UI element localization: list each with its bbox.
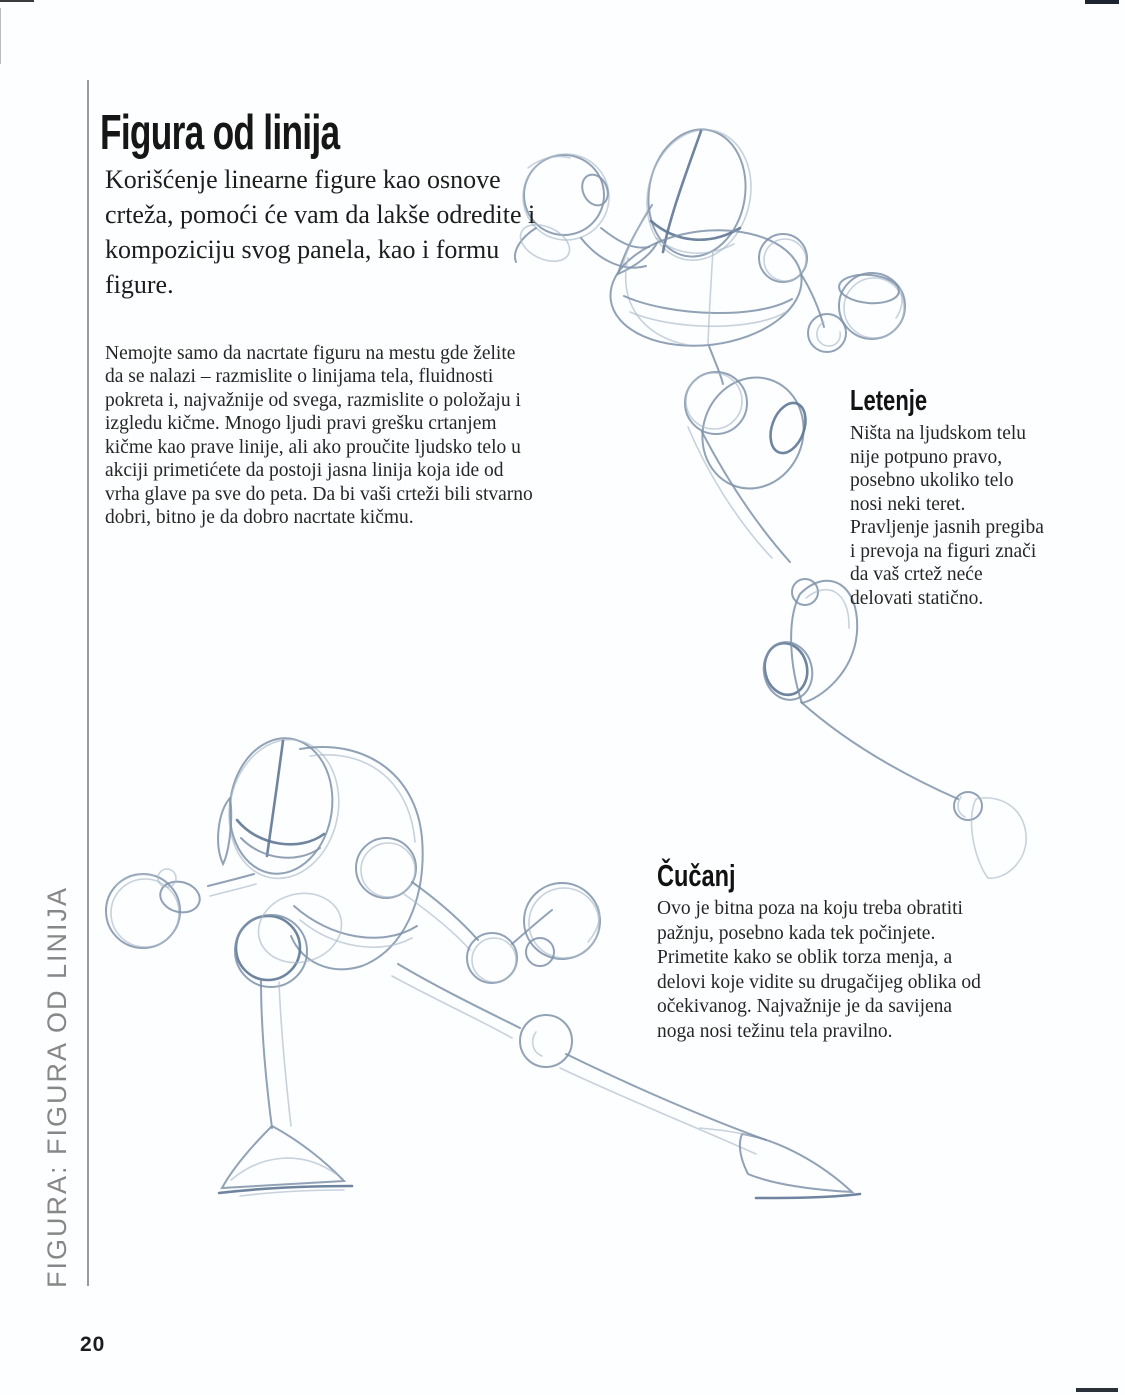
caption-cucanj-heading: Čučanj [657, 858, 736, 893]
page-title: Figura od linija [100, 105, 340, 160]
scan-artifact-bottom-right [1076, 1388, 1118, 1392]
caption-letenje-heading: Letenje [850, 385, 928, 417]
caption-cucanj [657, 860, 992, 1045]
caption-letenje [850, 387, 1046, 610]
caption-cucanj-body: Ovo je bitna poza na koju treba obratiti pažnju, posebno kada tek počinjete. Primetite kako se oblik torza menja, a delovi koje vidite su drugačijeg oblika od očekivanog. Najvažnije je da savijena noga nosi težinu tela pravilno. [657, 898, 981, 1042]
intro-paragraph: Korišćenje linearne figure kao osnove crteža, pomoći će vam da lakše odredite i kompoziciju svog panela, kao i formu figure. [105, 165, 536, 299]
scan-artifact-left-edge [0, 8, 1, 64]
body-paragraph: Nemojte samo da nacrtate figuru na mestu gde želite da se nalazi – razmislite o linijama tela, fluidnosti pokreta i, najvažnije od svega, razmislite o položaju i izgledu kičme. Mnogo ljudi pravi grešku crtanjem kičme kao prave linije, ali ako proučite ljudsko telo u akciji primetićete da postoji jasna linija koja ide od vrha glave pa sve do peta. Da bi vaši crteži bili stvarno dobri, bitno je da dobro nacrtate kičmu. [105, 342, 533, 528]
column-rule [87, 80, 89, 1286]
scan-artifact-top-left [0, 0, 34, 2]
caption-letenje-body: Ništa na ljudskom telu nije potpuno pravo, posebno ukoliko telo nosi neki teret. Pravljenje jasnih pregiba i prevoja na figuri znači da vaš crtež neće delovati statično. [850, 423, 1044, 609]
page-number: 20 [80, 1333, 106, 1356]
scan-artifact-top-right [1085, 0, 1119, 4]
sidebar-vertical-label: FIGURA: FIGURA OD LINIJA [42, 885, 72, 1288]
